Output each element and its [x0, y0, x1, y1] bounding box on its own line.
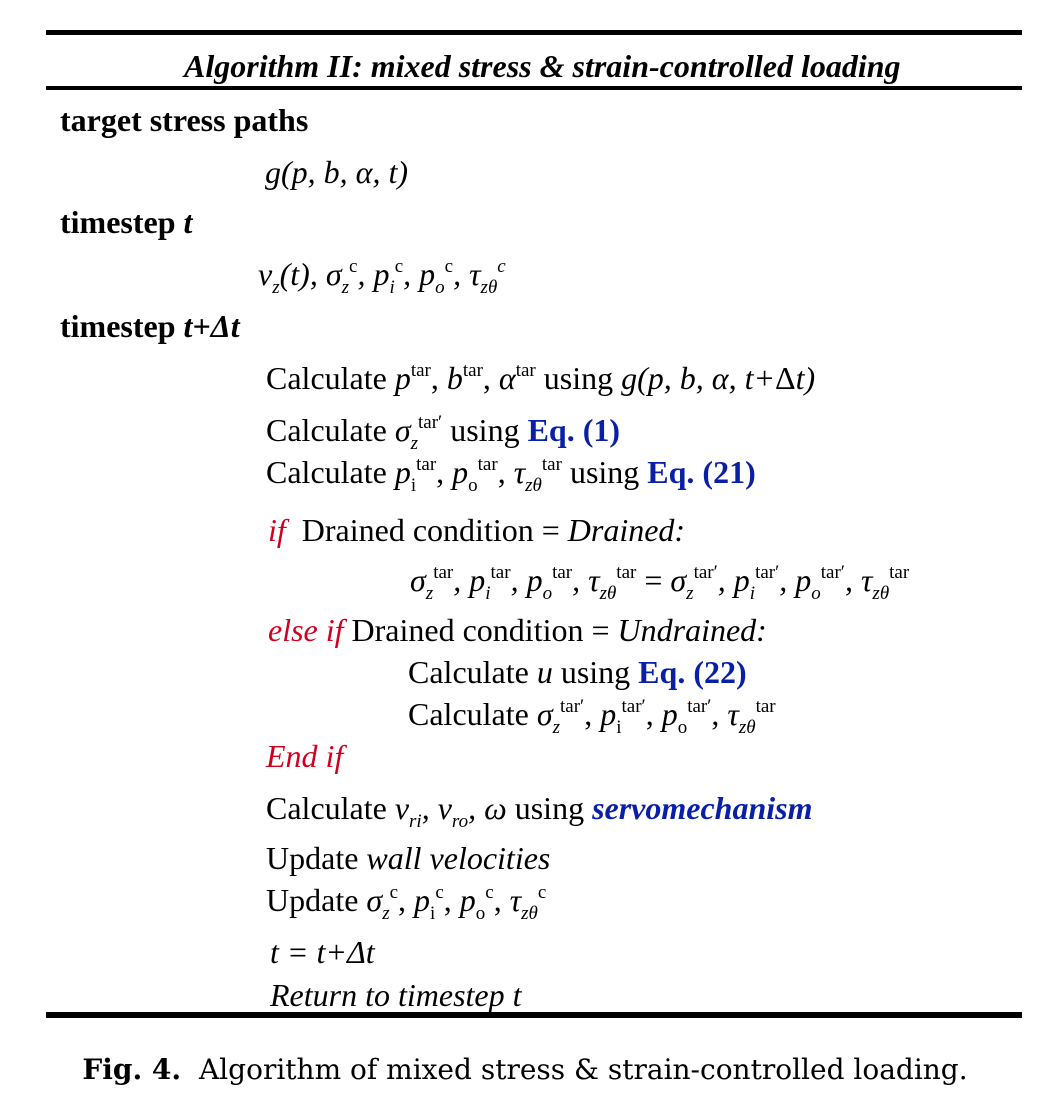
servomechanism-link[interactable]: servomechanism — [592, 790, 813, 826]
eq22-link[interactable]: Eq. (22) — [638, 654, 747, 690]
section-timestep-t — [60, 202, 192, 242]
calc-wall-velocities: Calculate $v_{ri}$, $v_{ro}$, ω using servomechanism — [266, 790, 813, 832]
else-if-keyword: else if — [268, 612, 344, 648]
section-target-stress-paths: target stress paths — [60, 102, 309, 138]
figure-caption-text: Algorithm of mixed stress & strain-controlled loading. — [198, 1053, 968, 1086]
update-stresses: Update $\sigma_z^c$, $p_i^c$, $p_o^c$, $\tau_{z\theta}^c$ — [266, 882, 547, 924]
if-drained: if Drained condition = Drained: — [268, 512, 686, 548]
figure-label: Fig. 4. — [82, 1053, 182, 1086]
timestep-next-symbol: t+Δt — [183, 308, 240, 344]
return-to-timestep: Return to timestep t — [270, 977, 522, 1013]
calc-target-invariants: Calculate $p^{tar}$, $b^{tar}$, $\alpha^{tar}$ using g(p, b, α, t+Δt) — [266, 360, 816, 396]
section-timestep-t-dt — [60, 306, 240, 346]
calc-pressures-target: Calculate $p_i^{tar}$, $p_o^{tar}$, $\tau_{z\theta}^{tar}$ using Eq. (21) — [266, 454, 756, 496]
drained-assignment: $\sigma_z^{tar}$, $p_i^{tar}$, $p_o^{tar}$, $\tau_{z\theta}^{tar} = \sigma_z^{tar'}$, $p_i^{tar'}$, $p_o^{tar'}$, $\tau_{z\theta}^{tar}$ — [410, 562, 910, 604]
calc-effective-targets: Calculate $\sigma_z^{tar'}$, $p_i^{tar'}$, $p_o^{tar'}$, $\tau_{z\theta}^{tar}$ — [408, 696, 776, 738]
timestep-label: timestep — [60, 204, 176, 240]
eq21-link[interactable]: Eq. (21) — [647, 454, 756, 490]
update-wall-velocities: Update wall velocities — [266, 840, 551, 876]
timestep-next-label: timestep — [60, 308, 176, 344]
eq1-link[interactable]: Eq. (1) — [527, 412, 621, 448]
if-keyword: if — [268, 512, 286, 548]
else-if-undrained: else if Drained condition = Undrained: — [268, 612, 767, 648]
stress-path-function: g(p, b, α, t) — [265, 154, 408, 190]
title-rule — [46, 86, 1022, 90]
figure-caption — [0, 1052, 1050, 1088]
end-if-keyword: End if — [266, 738, 344, 774]
bottom-rule — [46, 1012, 1022, 1018]
time-increment: t = t+Δt — [270, 934, 375, 970]
algorithm-title: Algorithm II: mixed stress & strain-controlled loading — [184, 48, 901, 84]
timestep-symbol: t — [183, 204, 193, 240]
calc-sigma-z-target: Calculate $\sigma_z^{tar'}$ using Eq. (1) — [266, 412, 621, 454]
calc-pore-pressure: Calculate u using Eq. (22) — [408, 654, 747, 690]
current-state-variables: $v_z(t)$, $\sigma_z^c$, $p_i^c$, $p_o^c$, $\tau_{z\theta}^c$ — [258, 256, 506, 298]
top-rule — [46, 30, 1022, 35]
